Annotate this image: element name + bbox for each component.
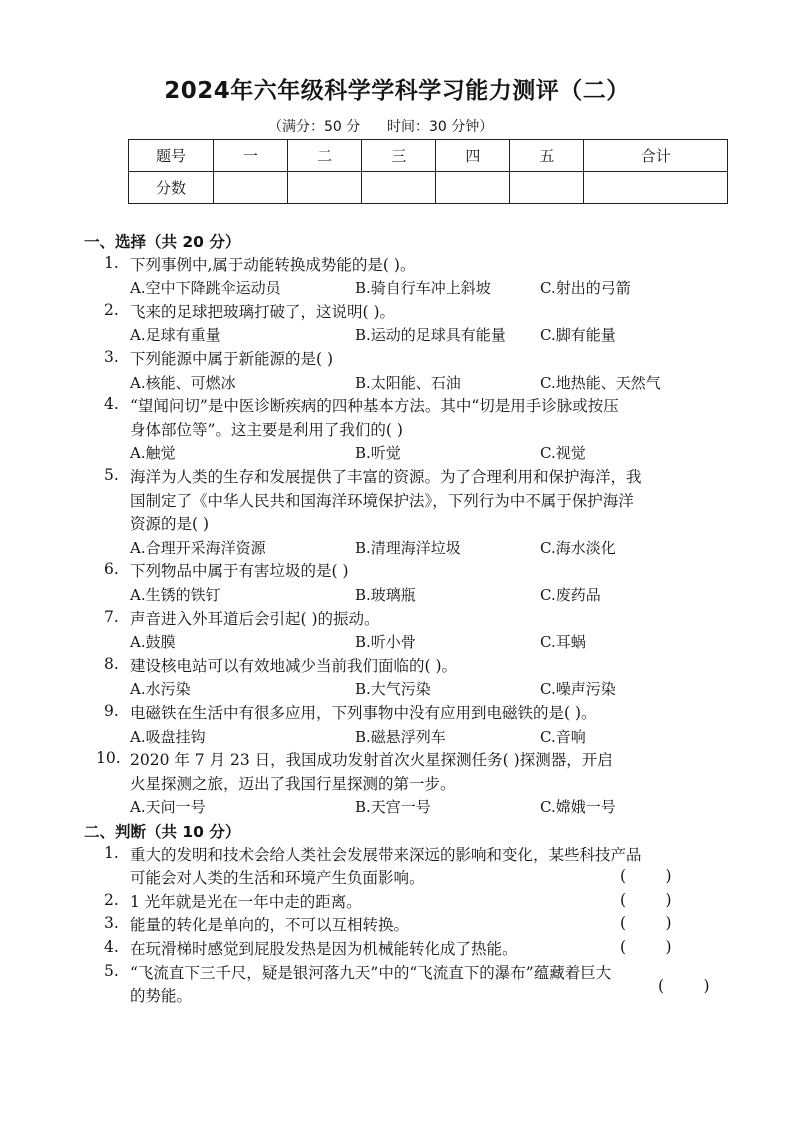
question-number: 2.: [104, 300, 119, 319]
question-text: “望闻问切”是中医诊断疾病的四种基本方法。其中“切是用手诊脉或按压: [130, 397, 619, 416]
exam-subtitle: （满分：50 分 时间：30 分钟）: [268, 119, 494, 135]
question-text: 资源的是( ): [130, 515, 210, 534]
question-text: 在玩滑梯时感觉到屁股发热是因为机械能转化成了热能。: [130, 940, 518, 958]
answer-option[interactable]: A.天问一号: [130, 798, 206, 817]
answer-option[interactable]: B.玻璃瓶: [355, 586, 416, 604]
section-heading: 一、选择（共 20 分）: [84, 233, 241, 251]
score-header-cell: 五: [510, 140, 584, 172]
answer-option[interactable]: B.听小骨: [355, 633, 416, 652]
score-table-score-row: [129, 172, 728, 204]
question-text: 2020 年 7 月 23 日，我国成功发射首次火星探测任务( )探测器，开启: [130, 751, 613, 770]
answer-option[interactable]: C.耳蜗: [540, 633, 586, 652]
score-input-cell[interactable]: [436, 172, 510, 204]
score-table-header-row: [129, 140, 728, 172]
question-number: 2.: [104, 890, 119, 909]
answer-option[interactable]: C.地热能、天然气: [540, 373, 661, 392]
question-text: 建设核电站可以有效地减少当前我们面临的( )。: [130, 656, 458, 675]
score-input-cell[interactable]: [288, 172, 362, 204]
score-header-cell: 题号: [129, 140, 214, 172]
score-header-cell: 一: [214, 140, 288, 172]
score-header-cell: 二: [288, 140, 362, 172]
score-header-cell: 四: [436, 140, 510, 172]
question-number: 5.: [104, 961, 119, 980]
question-text: 电磁铁在生活中有很多应用，下列事物中没有应用到电磁铁的是( )。: [130, 704, 597, 722]
question-text: 能量的转化是单向的，不可以互相转换。: [130, 916, 410, 935]
question-number: 3.: [104, 914, 119, 933]
question-number: 6.: [104, 560, 119, 579]
answer-option[interactable]: A.足球有重量: [130, 326, 221, 345]
question-number: 5.: [104, 466, 119, 484]
answer-option[interactable]: B.磁悬浮列车: [355, 727, 446, 746]
question-text: 的势能。: [130, 987, 193, 1006]
section-heading: 二、判断（共 10 分）: [84, 823, 241, 841]
question-text: 海洋为人类的生存和发展提供了丰富的资源。为了合理利用和保护海洋，我: [130, 468, 642, 486]
score-input-cell[interactable]: [584, 172, 728, 204]
answer-option[interactable]: A.触觉: [130, 444, 176, 463]
answer-option[interactable]: B.清理海洋垃圾: [355, 538, 461, 557]
question-number: 4.: [104, 938, 119, 956]
score-table: [128, 139, 728, 204]
answer-option[interactable]: A.空中下降跳伞运动员: [130, 279, 281, 298]
answer-option[interactable]: C.废药品: [540, 586, 601, 604]
exam-title: 2024年六年级科学学科学习能力测评（二）: [164, 78, 630, 104]
answer-option[interactable]: A.鼓膜: [130, 633, 176, 652]
question-text: “飞流直下三千尺，疑是银河落九天”中的“飞流直下的瀑布”蕴藏着巨大: [130, 963, 612, 982]
question-text: 可能会对人类的生活和环境产生负面影响。: [130, 869, 425, 888]
answer-option[interactable]: C.脚有能量: [540, 326, 616, 345]
answer-option[interactable]: A.核能、可燃冰: [130, 373, 236, 392]
answer-option[interactable]: A.生锈的铁钉: [130, 586, 221, 604]
answer-option[interactable]: B.运动的足球具有能量: [355, 326, 506, 345]
answer-option[interactable]: B.天宫一号: [355, 798, 431, 817]
question-number: 1.: [104, 253, 119, 272]
answer-option[interactable]: B.骑自行车冲上斜坡: [355, 279, 491, 298]
answer-option[interactable]: C.海水淡化: [540, 538, 616, 557]
score-header-cell: 合计: [584, 140, 728, 172]
question-number: 1.: [104, 843, 119, 862]
answer-option[interactable]: C.音响: [540, 727, 586, 746]
question-number: 7.: [104, 607, 119, 626]
score-row-label: 分数: [129, 172, 214, 204]
answer-option[interactable]: B.听觉: [355, 444, 401, 463]
question-text: 1 光年就是光在一年中走的距离。: [130, 892, 362, 911]
question-number: 8.: [104, 654, 119, 673]
answer-option[interactable]: A.合理开采海洋资源: [130, 538, 266, 557]
question-text: 下列事例中,属于动能转换成势能的是( )。: [130, 255, 416, 274]
question-text: 飞来的足球把玻璃打破了，这说明( )。: [130, 302, 396, 321]
answer-blank[interactable]: ( ): [620, 890, 672, 909]
answer-blank[interactable]: ( ): [620, 914, 672, 933]
question-text: 下列物品中属于有害垃圾的是( ): [130, 562, 349, 581]
score-header-cell: 三: [362, 140, 436, 172]
question-text: 身体部位等”。这主要是利用了我们的( ): [130, 420, 403, 439]
answer-option[interactable]: A.吸盘挂钩: [130, 727, 206, 746]
answer-option[interactable]: B.大气污染: [355, 680, 431, 699]
score-input-cell[interactable]: [214, 172, 288, 204]
question-text: 火星探测之旅，迈出了我国行星探测的第一步。: [130, 774, 456, 793]
question-text: 声音进入外耳道后会引起( )的振动。: [130, 609, 380, 628]
answer-option[interactable]: C.嫦娥一号: [540, 798, 616, 817]
answer-option[interactable]: A.水污染: [130, 680, 191, 699]
question-text: 重大的发明和技术会给人类社会发展带来深远的影响和变化，某些科技产品: [130, 845, 642, 864]
answer-blank[interactable]: ( ): [658, 977, 710, 996]
answer-option[interactable]: C.射出的弓箭: [540, 279, 631, 298]
answer-option[interactable]: C.噪声污染: [540, 680, 616, 699]
question-text: 下列能源中属于新能源的是( ): [130, 350, 334, 368]
answer-option[interactable]: B.太阳能、石油: [355, 373, 461, 392]
question-number: 4.: [104, 395, 119, 414]
score-input-cell[interactable]: [510, 172, 584, 204]
question-number: 10.: [96, 749, 121, 768]
question-number: 9.: [104, 702, 119, 720]
answer-option[interactable]: C.视觉: [540, 444, 586, 463]
question-text: 国制定了《中华人民共和国海洋环境保护法》，下列行为中不属于保护海洋: [130, 491, 634, 510]
answer-blank[interactable]: ( ): [620, 938, 672, 956]
answer-blank[interactable]: ( ): [620, 867, 672, 886]
question-number: 3.: [104, 348, 119, 366]
score-input-cell[interactable]: [362, 172, 436, 204]
